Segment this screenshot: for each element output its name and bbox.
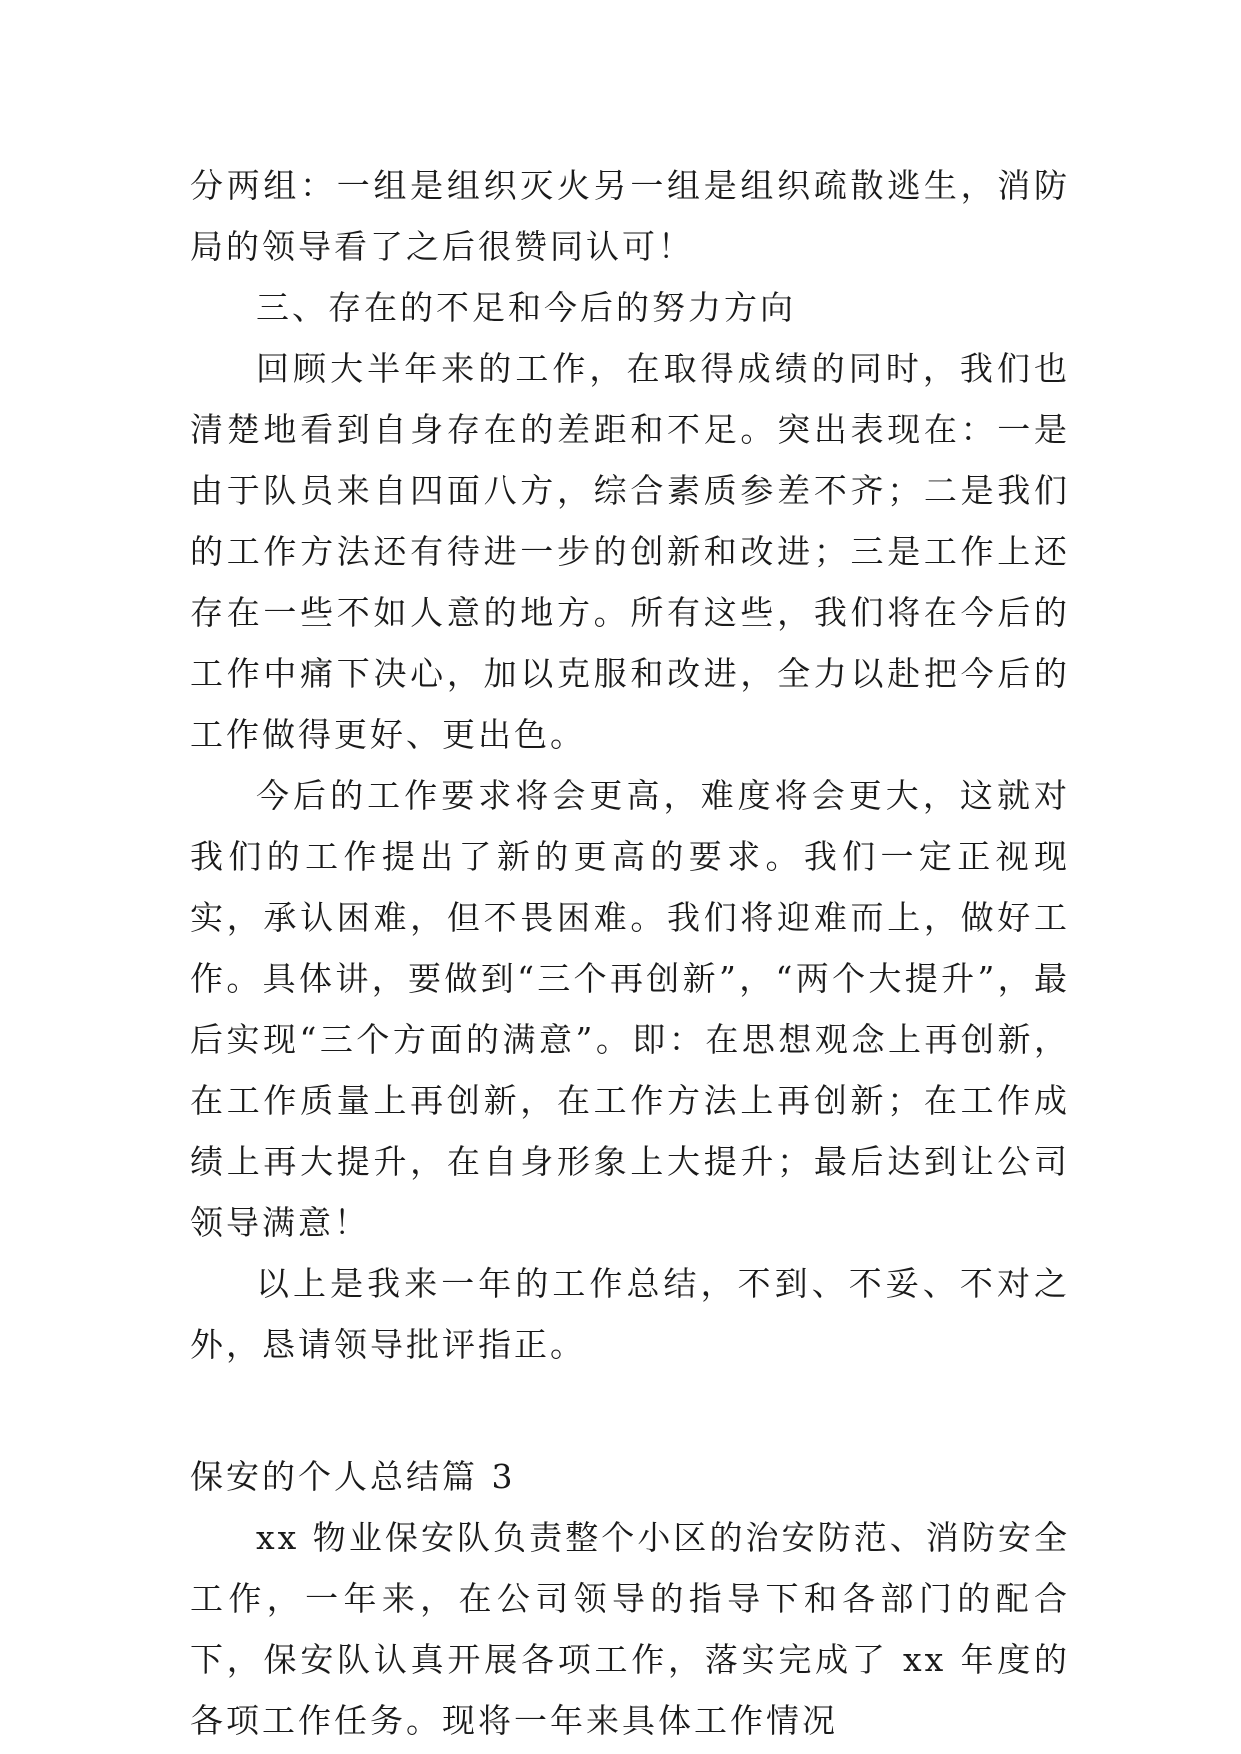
paragraph-future-requirements: 今后的工作要求将会更高，难度将会更大，这就对我们的工作提出了新的更高的要求。我们一定正视现实，承认困难，但不畏困难。我们将迎难而上，做好工作。具体讲，要做到“三个再创新”，“两个大提升”，最后实现“三个方面的满意”。即：在思想观念上再创新，在工作质量上再创新，在工作方法上再创新；在工作成绩上再大提升，在自身形象上大提升；最后达到让公司领导满意！ [190,776,1070,1242]
paragraph-review: 回顾大半年来的工作，在取得成绩的同时，我们也清楚地看到自身存在的差距和不足。突出表现在：一是由于队员来自四面八方，综合素质参差不齐；二是我们的工作方法还有待进一步的创新和改进；三是工作上还存在一些不如人意的地方。所有这些，我们将在今后的工作中痛下决心，加以克服和改进，全力以赴把今后的工作做得更好、更出色。 [190,349,1070,754]
document-body [190,155,1070,1751]
section-gap [190,1375,1070,1446]
paragraph-continued: 分两组：一组是组织灭火另一组是组织疏散逃生，消防局的领导看了之后很赞同认可！ [190,166,1070,266]
paragraph-section-intro: xx 物业保安队负责整个小区的治安防范、消防安全工作，一年来，在公司领导的指导下和各部门的配合下，保安队认真开展各项工作，落实完成了 xx 年度的各项工作任务。现将一年来具体工作情况 [190,1518,1070,1740]
section-heading-shortcomings: 三、存在的不足和今后的努力方向 [256,288,796,327]
paragraph-closing: 以上是我来一年的工作总结，不到、不妥、不对之外，恳请领导批评指正。 [190,1264,1070,1364]
section-title: 保安的个人总结篇 3 [190,1457,516,1496]
